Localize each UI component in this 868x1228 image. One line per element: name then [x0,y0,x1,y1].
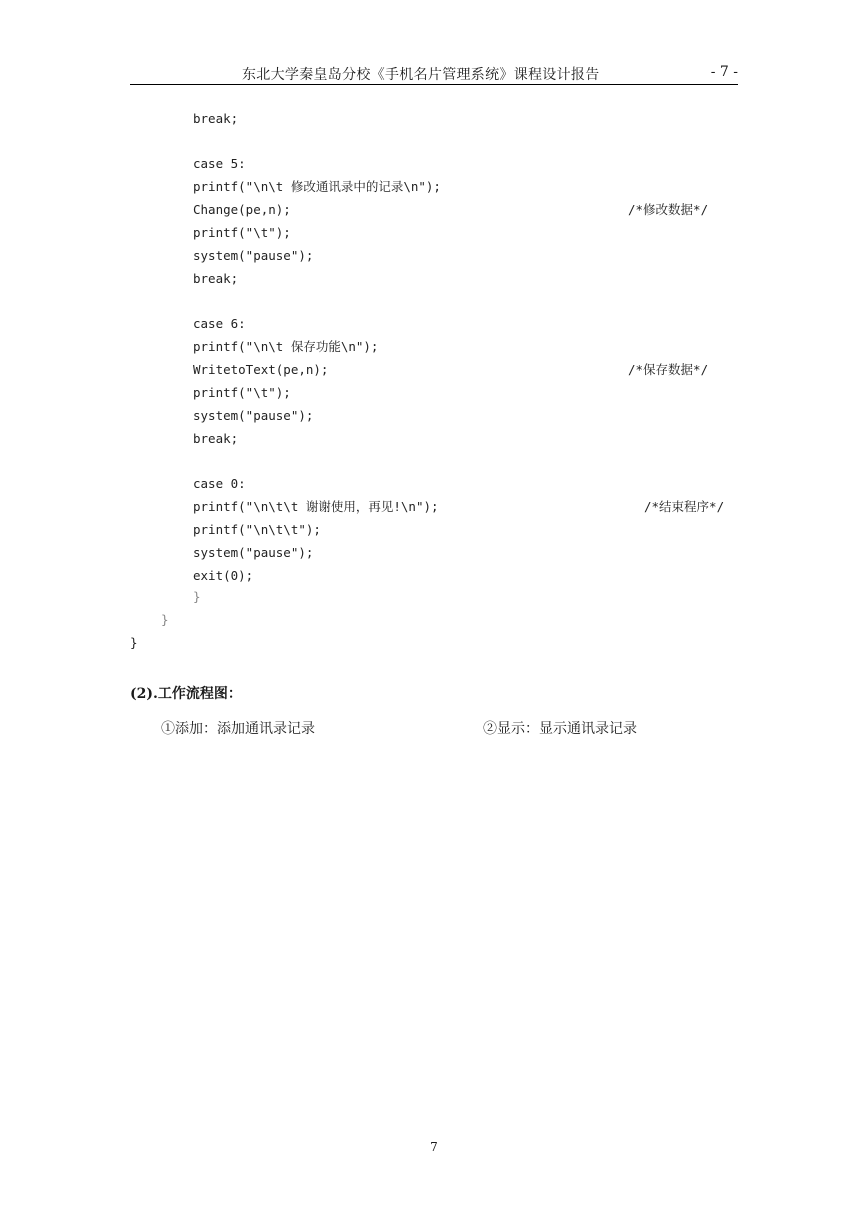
flow-item-add: ①添加：添加通讯录记录 [161,721,315,737]
flow-item-display: ②显示：显示通讯录记录 [483,721,637,737]
code-line: system("pause"); [193,408,314,423]
code-line: case 0: [193,476,246,491]
code-line: WritetoText(pe,n); [193,362,329,377]
code-line: exit(0); [193,568,254,583]
code-line: printf("\n\t\t 谢谢使用，再见!\n"); [193,499,439,514]
code-line: system("pause"); [193,545,314,560]
code-line: printf("\n\t 修改通讯录中的记录\n"); [193,179,441,194]
code-line: case 5: [193,156,246,171]
code-line: } [161,612,169,627]
code-comment: /*结束程序*/ [644,499,725,514]
footer-page-number: 7 [430,1140,438,1154]
section-heading: (2).工作流程图： [130,686,242,702]
code-line: break; [193,431,239,446]
header-title: 东北大学秦皇岛分校《手机名片管理系统》课程设计报告 [242,67,600,83]
code-line: printf("\t"); [193,225,291,240]
header-page-number: - 7 - [710,64,738,80]
code-line: Change(pe,n); [193,202,291,217]
code-line: case 6: [193,316,246,331]
code-line: printf("\t"); [193,385,291,400]
code-line: break; [193,111,239,126]
code-comment: /*保存数据*/ [628,362,709,377]
code-line: break; [193,271,239,286]
code-line: printf("\n\t\t"); [193,522,321,537]
code-comment: /*修改数据*/ [628,202,709,217]
code-line: printf("\n\t 保存功能\n"); [193,339,379,354]
code-line: system("pause"); [193,248,314,263]
page-header [130,62,738,85]
code-line: } [193,589,201,604]
code-line: } [130,635,138,650]
